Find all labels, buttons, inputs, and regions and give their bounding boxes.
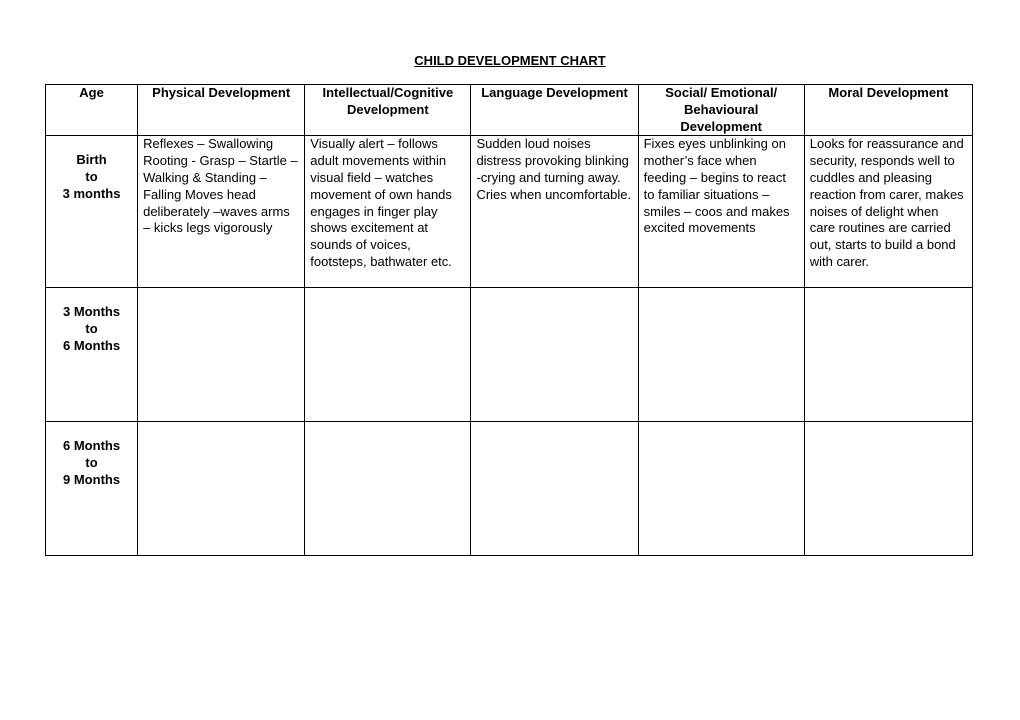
physical-cell: Reflexes – Swallowing Rooting - Grasp – Startle – Walking & Standing – Falling Moves head deliberately –waves arms – kicks legs vigorously xyxy=(138,136,305,288)
language-cell xyxy=(471,422,638,556)
language-cell xyxy=(471,288,638,422)
header-physical: Physical Development xyxy=(138,85,305,136)
header-social: Social/ Emotional/ Behavioural Development xyxy=(638,85,804,136)
age-to: to xyxy=(85,169,98,185)
age-until: 9 Months xyxy=(63,471,121,487)
page-title: CHILD DEVELOPMENT CHART xyxy=(414,53,606,68)
social-cell xyxy=(638,288,804,422)
social-cell: Fixes eyes unblinking on mother’s face when feeding – begins to react to familiar situations – smiles – coos and makes excited movements xyxy=(638,136,804,288)
table-row xyxy=(46,288,973,422)
moral-cell xyxy=(804,422,972,556)
age-from: 6 Months xyxy=(63,438,121,454)
age-until: 3 months xyxy=(62,185,121,201)
physical-cell xyxy=(138,422,305,556)
intellectual-cell xyxy=(305,288,471,422)
header-age: Age xyxy=(46,85,138,136)
development-chart-table xyxy=(45,84,973,556)
age-cell xyxy=(46,422,138,556)
age-until: 6 Months xyxy=(63,337,121,353)
age-from: 3 Months xyxy=(63,304,121,320)
age-to: to xyxy=(85,321,98,337)
header-row xyxy=(46,85,973,136)
header-moral: Moral Development xyxy=(804,85,972,136)
social-cell xyxy=(638,422,804,556)
language-cell: Sudden loud noises distress provoking blinking -crying and turning away. Cries when uncomfortable. xyxy=(471,136,638,288)
moral-cell xyxy=(804,288,972,422)
age-from: Birth xyxy=(76,152,107,168)
physical-cell xyxy=(138,288,305,422)
table-row xyxy=(46,136,973,288)
moral-cell: Looks for reassurance and security, responds well to cuddles and pleasing reaction from carer, makes noises of delight when care routines are carried out, starts to build a bond with carer. xyxy=(804,136,972,288)
age-cell xyxy=(46,136,138,288)
age-to: to xyxy=(85,455,98,471)
intellectual-cell: Visually alert – follows adult movements within visual field – watches movement of own hands engages in finger play shows excitement at sounds of voices, footsteps, bathwater etc. xyxy=(305,136,471,288)
header-intellectual: Intellectual/Cognitive Development xyxy=(305,85,471,136)
age-cell xyxy=(46,288,138,422)
header-language: Language Development xyxy=(471,85,638,136)
intellectual-cell xyxy=(305,422,471,556)
table-row xyxy=(46,422,973,556)
